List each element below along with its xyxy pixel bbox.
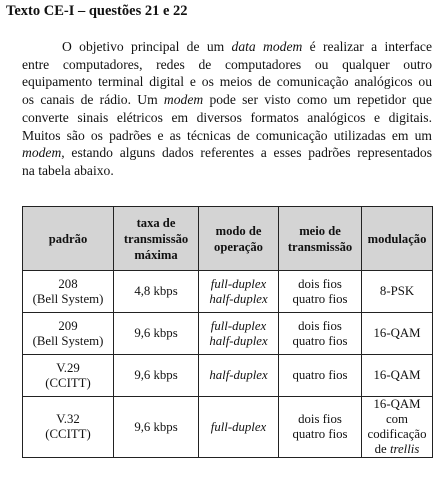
table-row	[23, 355, 433, 397]
header-meio	[279, 207, 362, 271]
cell-meio	[279, 397, 362, 458]
paragraph-line	[22, 91, 432, 109]
cell-text: 9,6 kbps	[134, 368, 178, 382]
cell-text: dois fios	[298, 318, 342, 333]
cell-text: dois fios	[298, 412, 342, 426]
cell-text: (Bell System)	[32, 333, 104, 348]
cell-text: 16-QAM	[373, 368, 421, 382]
cell-modulacao	[362, 355, 433, 397]
paragraph-line	[22, 109, 432, 127]
header-text: meio de	[299, 223, 341, 238]
cell-modulacao	[362, 271, 433, 313]
cell-modulacao	[362, 397, 433, 458]
cell-taxa	[114, 355, 199, 397]
cell-text: V.29	[56, 360, 80, 375]
paragraph-text: é realizar a interface	[302, 39, 432, 54]
paragraph-text: equipamento terminal digital e os meios de comunicação analógicos ou	[22, 74, 432, 90]
cell-text: 16-QAM	[373, 397, 421, 411]
header-modo	[199, 207, 279, 271]
paragraph-emphasis: modem	[22, 145, 62, 161]
cell-taxa	[114, 313, 199, 355]
header-taxa	[114, 207, 199, 271]
cell-text: half-duplex	[209, 291, 268, 306]
paragraph-text: Muitos são os padrões e as técnicas de comunicação utilizadas em um	[22, 127, 432, 143]
cell-text: dois fios	[298, 276, 342, 291]
header-text: modo de	[215, 223, 262, 238]
cell-text: half-duplex	[209, 368, 268, 382]
header-text: máxima	[134, 247, 178, 262]
cell-modo	[199, 271, 279, 313]
paragraph-text: na tabela abaixo.	[22, 162, 114, 178]
paragraph-line	[22, 144, 432, 162]
paragraph-text: entre computadores, redes de computadores ou qualquer outro	[22, 56, 432, 72]
header-text: modulação	[367, 231, 427, 246]
cell-text: codificação	[367, 427, 427, 441]
paragraph-line	[22, 127, 432, 145]
cell-text: 9,6 kbps	[134, 419, 178, 434]
body-paragraph	[22, 38, 432, 180]
cell-meio	[279, 271, 362, 313]
cell-padrao	[23, 355, 114, 397]
cell-text: de	[374, 442, 390, 456]
paragraph-emphasis: modem	[163, 92, 204, 108]
cell-text: half-duplex	[209, 333, 268, 348]
cell-padrao	[23, 313, 114, 355]
header-text: operação	[214, 239, 263, 254]
cell-padrao	[23, 271, 114, 313]
paragraph-line	[22, 38, 432, 56]
cell-text: com	[385, 412, 409, 426]
header-text: padrão	[48, 231, 88, 246]
paragraph-emphasis: data modem	[231, 39, 303, 54]
cell-padrao	[23, 397, 114, 458]
cell-text: full-duplex	[210, 276, 267, 291]
cell-text: quatro fios	[292, 427, 348, 441]
cell-modo	[199, 355, 279, 397]
cell-text: V.32	[56, 412, 80, 426]
cell-text: 209	[58, 318, 78, 333]
paragraph-text: converte sinais elétricos em diversos formatos analógicos e digitais.	[22, 109, 432, 125]
cell-text: full-duplex	[210, 419, 267, 434]
paragraph-line	[22, 73, 432, 91]
table-row	[23, 271, 433, 313]
table-row	[23, 313, 433, 355]
cell-text: (CCITT)	[45, 427, 91, 441]
header-padrao	[23, 207, 114, 271]
paragraph-text: pode ser visto como um repetidor que	[203, 92, 432, 108]
modem-standards-table	[22, 206, 433, 458]
table-header-row	[23, 207, 433, 271]
cell-text: quatro fios	[292, 333, 348, 348]
cell-modo	[199, 313, 279, 355]
cell-taxa	[114, 271, 199, 313]
cell-text: 8-PSK	[379, 284, 415, 298]
cell-text: 208	[58, 276, 78, 291]
cell-meio	[279, 355, 362, 397]
cell-modo	[199, 397, 279, 458]
paragraph-text: os canais de rádio. Um	[22, 92, 164, 108]
cell-text: (CCITT)	[45, 375, 91, 390]
header-text: taxa de	[136, 215, 176, 230]
cell-meio	[279, 313, 362, 355]
paragraph-line	[22, 56, 432, 74]
cell-modulacao	[362, 313, 433, 355]
header-text: transmissão	[287, 239, 353, 254]
table-row	[23, 397, 433, 458]
paragraph-text: O objetivo principal de um	[62, 39, 232, 54]
header-modulacao	[362, 207, 433, 271]
cell-text: quatro fios	[292, 291, 348, 306]
header-text: transmissão	[123, 231, 189, 246]
cell-taxa	[114, 397, 199, 458]
cell-text: 4,8 kbps	[134, 284, 178, 298]
cell-text: full-duplex	[210, 318, 267, 333]
cell-text: trellis	[389, 442, 420, 456]
cell-text: 9,6 kbps	[134, 326, 178, 340]
cell-text: (Bell System)	[32, 291, 104, 306]
paragraph-text: , estando alguns dados referentes a esses padrões representados	[61, 145, 432, 161]
cell-text: 16-QAM	[373, 326, 421, 340]
paragraph-line	[22, 162, 432, 180]
section-title: Texto CE-I – questões 21 e 22	[6, 3, 188, 19]
cell-text: quatro fios	[292, 368, 348, 382]
